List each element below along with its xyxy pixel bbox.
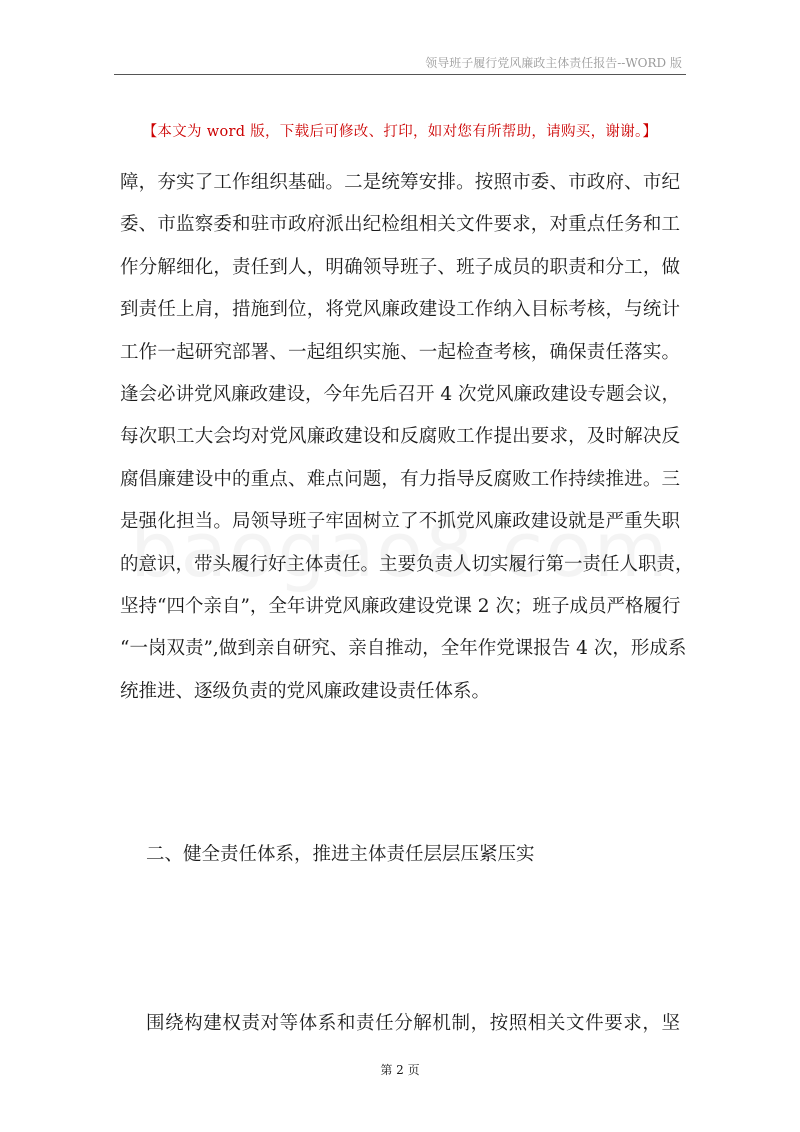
body-line: 的意识，带头履行好主体责任。主要负责人切实履行第一责任人职责， bbox=[120, 553, 694, 575]
body-line: “一岗双责”,做到亲自研究、亲自推动，全年作党课报告 4 次，形成系 bbox=[120, 638, 687, 660]
body-line: 到责任上肩，措施到位，将党风廉政建设工作纳入目标考核，与统计 bbox=[120, 299, 680, 321]
header-divider bbox=[114, 74, 686, 75]
section-heading: 二、健全责任体系，推进主体责任层层压紧压实 bbox=[146, 844, 535, 865]
body-line: 委、市监察委和驻市政府派出纪检组相关文件要求，对重点任务和工 bbox=[120, 214, 680, 236]
purchase-notice: 【本文为 word 版，下载后可修改、打印，如对您有所帮助，请购买，谢谢。】 bbox=[142, 124, 658, 140]
running-header: 领导班子履行党风廉政主体责任报告--WORD 版 bbox=[425, 56, 682, 70]
body-line: 障，夯实了工作组织基础。二是统筹安排。按照市委、市政府、市纪 bbox=[120, 172, 680, 193]
body-line: 统推进、逐级负责的党风廉政建设责任体系。 bbox=[120, 680, 491, 702]
body-line: 作分解细化，责任到人，明确领导班子、班子成员的职责和分工，做 bbox=[120, 256, 680, 278]
body-line: 腐倡廉建设中的重点、难点问题，有力指导反腐败工作持续推进。三 bbox=[120, 468, 680, 490]
body-line: 坚持“四个亲自”，全年讲党风廉政建设党课 2 次；班子成员严格履行 bbox=[120, 596, 681, 618]
body-line: 是强化担当。局领导班子牢固树立了不抓党风廉政建设就是严重失职 bbox=[120, 511, 680, 533]
body-line: 逢会必讲党风廉政建设，今年先后召开 4 次党风廉政建设专题会议， bbox=[120, 384, 681, 406]
section-paragraph: 围绕构建权责对等体系和责任分解机制，按照相关文件要求，坚 bbox=[146, 1013, 680, 1034]
page-number: 第 2 页 bbox=[380, 1063, 420, 1077]
body-line: 每次职工大会均对党风廉政建设和反腐败工作提出要求，及时解决反 bbox=[120, 426, 680, 448]
body-line: 工作一起研究部署、一起组织实施、一起检查考核，确保责任落实。 bbox=[120, 341, 680, 363]
body-paragraph bbox=[120, 162, 694, 713]
